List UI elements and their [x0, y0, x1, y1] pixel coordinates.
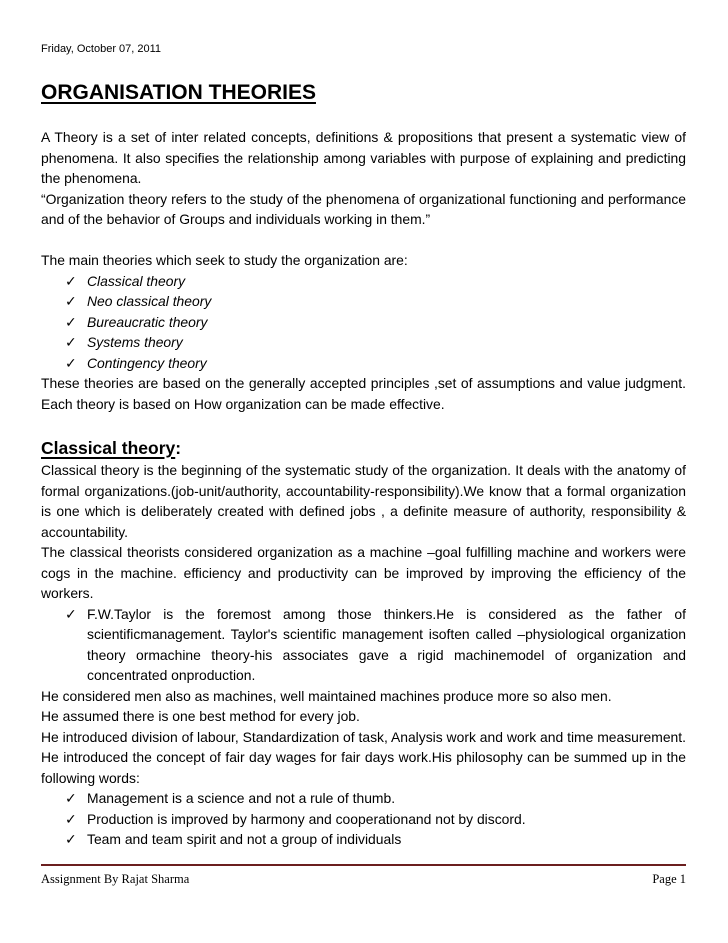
theory-definition-paragraph: A Theory is a set of inter related concepts, definitions & propositions that present a systematic view of phenomena. It also specifies the relationship among variables with purpose of explaining and predicting the phenomena.	[41, 129, 686, 186]
checkmark-icon: ✓	[65, 313, 77, 330]
list-item-text: Management is a science and not a rule of thumb.	[87, 790, 396, 806]
list-item-text: Production is improved by harmony and cooperationand not by discord.	[87, 810, 526, 827]
list-item-text: Classical theory	[87, 272, 186, 289]
checkmark-icon: ✓	[65, 293, 77, 309]
classical-paragraph-2: The classical theorists considered organization as a machine –goal fulfilling machine and workers were cogs in the machine. efficiency and productivity can be improved by improving the efficiency of the workers.	[41, 544, 686, 601]
checkmark-icon: ✓	[65, 810, 77, 827]
list-item	[41, 332, 686, 353]
list-item-text: Neo classical theory	[87, 293, 212, 309]
list-item-text: Bureaucratic theory	[87, 313, 208, 330]
checkmark-icon: ✓	[65, 354, 77, 371]
organization-theory-quote: “Organization theory refers to the study of the phenomena of organizational functioning and performance and of the behavior of Groups and individuals working in them.”	[41, 190, 686, 227]
list-item	[41, 291, 686, 312]
classical-paragraph-5: He introduced division of labour, Standardization of task, Analysis work and work and time measurement. He introduced the concept of fair day wages for fair days work.His philosophy can be summed up in the following words:	[41, 728, 686, 786]
list-item	[41, 271, 686, 292]
page-date: Friday, October 07, 2011	[41, 43, 162, 55]
list-item	[41, 604, 686, 686]
classical-paragraph-4: He assumed there is one best method for every job.	[41, 708, 360, 724]
footer-page-number: Page 1	[652, 872, 686, 886]
list-item	[41, 788, 686, 809]
classical-paragraph-3: He considered men also as machines, well maintained machines produce more so also men.	[41, 687, 612, 704]
checkmark-icon: ✓	[65, 334, 77, 350]
philosophy-list	[41, 788, 686, 850]
checkmark-icon: ✓	[65, 272, 77, 289]
intro-section	[41, 127, 686, 414]
page-title: ORGANISATION THEORIES	[41, 81, 316, 104]
spacer	[41, 230, 686, 251]
list-item	[41, 312, 686, 333]
list-item-text: Systems theory	[87, 334, 183, 350]
list-item	[41, 353, 686, 374]
list-item-text: Team and team spirit and not a group of individuals	[87, 831, 402, 847]
section-heading-text: Classical theory	[41, 438, 176, 458]
footer-divider	[41, 864, 686, 866]
checkmark-icon: ✓	[65, 831, 77, 847]
list-item-text: Contingency theory	[87, 354, 207, 371]
classical-section	[41, 436, 686, 850]
list-item	[41, 809, 686, 830]
checkmark-icon: ✓	[65, 790, 77, 806]
classical-paragraph-1: Classical theory is the beginning of the systematic study of the organization. It deals with the anatomy of formal organizations.(job-unit/authority, accountability-responsibility).We know that a formal organization is one which is deliberately created with defined jobs , a definite measure of authority, responsibility & accountability.	[41, 462, 686, 540]
list-item-text: F.W.Taylor is the foremost among those thinkers.He is considered as the father of scientificmanagement. Taylor's scientific management isoften called –physiological organization theory ormachine theory-his associates gave a rigid machinemodel of organization and concentrated onproduction.	[87, 605, 686, 683]
main-theories-intro: The main theories which seek to study the organization are:	[41, 252, 408, 268]
theories-list	[41, 271, 686, 374]
theories-summary-paragraph: These theories are based on the generally accepted principles ,set of assumptions and value judgment. Each theory is based on How organization can be made effective.	[41, 375, 686, 412]
list-item	[41, 829, 686, 850]
section-heading-colon: :	[175, 438, 182, 458]
checkmark-icon: ✓	[65, 605, 77, 622]
section-heading	[41, 436, 686, 460]
taylor-list	[41, 604, 686, 686]
footer-author: Assignment By Rajat Sharma	[41, 872, 190, 886]
